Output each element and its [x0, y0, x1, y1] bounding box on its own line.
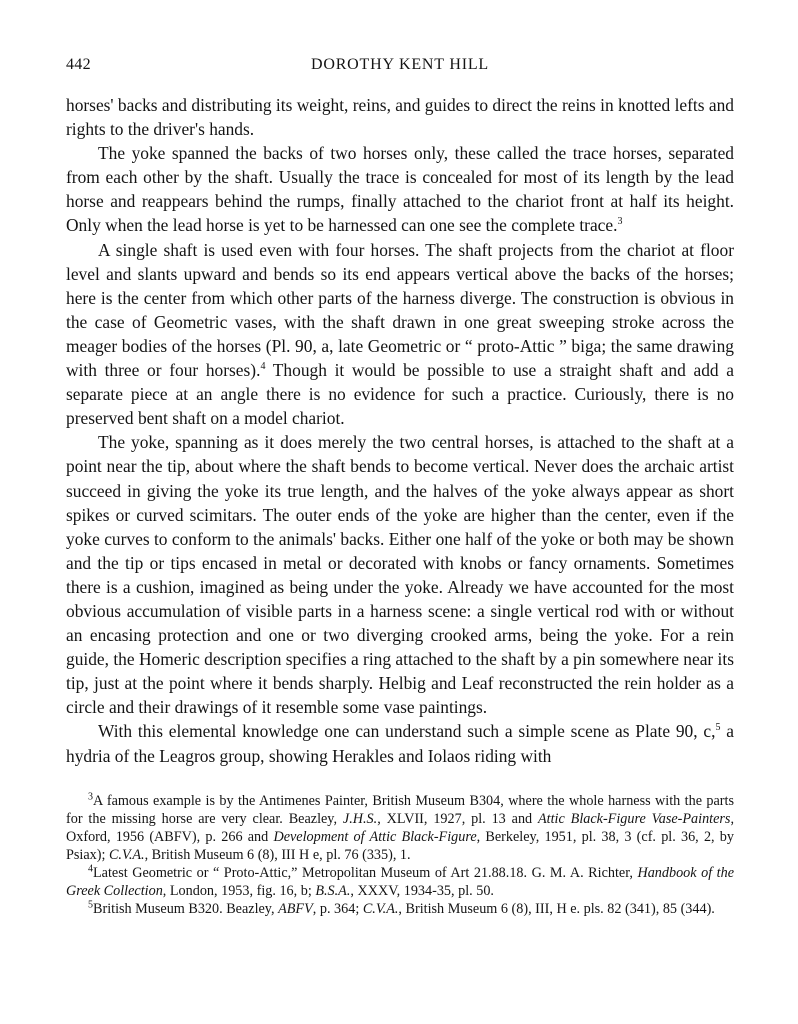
- footnote-text: , p. 364;: [312, 901, 363, 918]
- footnote-text: , London, 1953, fig. 16, b;: [162, 883, 316, 900]
- footnote-text: , British Museum 6 (8), III, H e. pls. 82 (341), 85 (344).: [398, 901, 715, 918]
- footnote-mark: 4: [88, 863, 93, 875]
- paragraph-trace-horses: [66, 141, 734, 237]
- journal-page: [66, 56, 734, 918]
- footnote-text: , British Museum 6 (8), III H e, pl. 76 (335), 1.: [144, 846, 411, 863]
- running-title: DOROTHY KENT HILL: [310, 56, 490, 73]
- citation-title: Handbook of the Greek Collection: [66, 865, 735, 900]
- running-header: [66, 56, 734, 80]
- article-body: [66, 93, 734, 768]
- citation-title: Development of Attic Black-Figure: [273, 828, 477, 845]
- citation-title: Attic Black-Figure Vase-Painters: [538, 810, 731, 827]
- paragraph-yoke: [66, 430, 734, 719]
- citation-title: ABFV: [278, 901, 313, 918]
- paragraph-single-shaft: [66, 238, 734, 431]
- footnote-text: , XLVII, 1927, pl. 13 and: [377, 810, 538, 827]
- footnote-text: , Berkeley, 1951, pl. 38, 3 (cf. pl. 36, 2, by Psiax);: [66, 828, 734, 863]
- citation-title: B.S.A.: [315, 883, 351, 900]
- footnotes-section: [66, 792, 734, 919]
- paragraph-text: a hydria of the Leagros group, showing Herakles and Iolaos riding with: [66, 721, 734, 766]
- footnote-mark: 5: [88, 899, 93, 911]
- paragraph-elemental-knowledge: [66, 719, 734, 767]
- footnote-text: British Museum B320. Beazley,: [93, 901, 279, 918]
- footnote-reference: 3: [617, 216, 623, 228]
- footnote-text: , XXXV, 1934-35, pl. 50.: [350, 883, 494, 900]
- footnote-3: [66, 792, 734, 864]
- footnote-mark: 3: [88, 790, 93, 802]
- footnote-reference: 4: [260, 361, 266, 373]
- paragraph-continued: [66, 93, 734, 141]
- citation-title: C.V.A.: [362, 901, 399, 918]
- paragraph-text: The yoke spanned the backs of two horses only, these called the trace horses, separated from each other by the shaft. Usually the trace is concealed for most of its length by the lead horse and reappears behind the rumps, finally attached to the chariot front at half its height. Only when the lead horse is yet to be harnessed can one see the complete trace.: [66, 143, 734, 236]
- paragraph-text: A single shaft is used even with four horses. The shaft projects from the chariot at floor level and slants upward and bends so its end appears vertical above the backs of the horses; here is the center from which other parts of the harness diverge. The construction is obvious in the case of Geometric vases, with the shaft drawn in one great sweeping stroke across the meager bodies of the horses (Pl. 90, a, late Geometric or “ proto-Attic ” biga; the same drawing with three or four horses).: [66, 239, 734, 381]
- footnote-text: , Oxford, 1956 (ABFV), p. 266 and: [66, 810, 734, 845]
- footnote-5: [66, 900, 734, 918]
- footnote-text: A famous example is by the Antimenes Painter, British Museum B304, where the whole harness with the parts for the missing horse are very clear. Beazley,: [66, 792, 734, 827]
- paragraph-text: Though it would be possible to use a straight shaft and add a separate piece at an angle there is no evidence for such a practice. Curiously, there is no preserved bent shaft on a model chariot.: [66, 360, 734, 429]
- footnote-text: Latest Geometric or “ Proto-Attic,” Metropolitan Museum of Art 21.88.18. G. M. A. Richter,: [93, 865, 638, 881]
- page-number: 442: [66, 56, 91, 73]
- paragraph-text: The yoke, spanning as it does merely the two central horses, is attached to the shaft at a point near the tip, about where the shaft bends to become vertical. Never does the archaic artist succeed in giving the yoke its true length, and the halves of the yoke always appear as short spikes or curved scimitars. The outer ends of the yoke are higher than the center, even if the yoke curves to conform to the animals' backs. Either one half of the yoke or both may be shown and the tip or tips encased in metal or decorated with knobs or fancy ornaments. Sometimes there is a cushion, imagined as being under the yoke. Already we have accounted for the most obvious accumulation of visible parts in a harness scene: a single vertical rod with or without an encasing protection and one or two diverging crooked arms, being the yoke. For a rein guide, the Homeric description specifies a ring attached to the shaft by a pin somewhere near its tip, just at the point where it bends sharply. Helbig and Leaf reconstructed the rein holder as a circle and their drawings of it resemble some vase paintings.: [66, 432, 734, 718]
- footnote-4: [66, 864, 734, 900]
- footnote-reference: 5: [715, 722, 721, 734]
- citation-title: C.V.A.: [108, 846, 145, 863]
- paragraph-text: With this elemental knowledge one can understand such a simple scene as Plate 90, c,: [98, 721, 716, 742]
- paragraph-text: horses' backs and distributing its weight, reins, and guides to direct the reins in knotted lefts and rights to the driver's hands.: [66, 95, 734, 140]
- citation-title: J.H.S.: [342, 810, 378, 827]
